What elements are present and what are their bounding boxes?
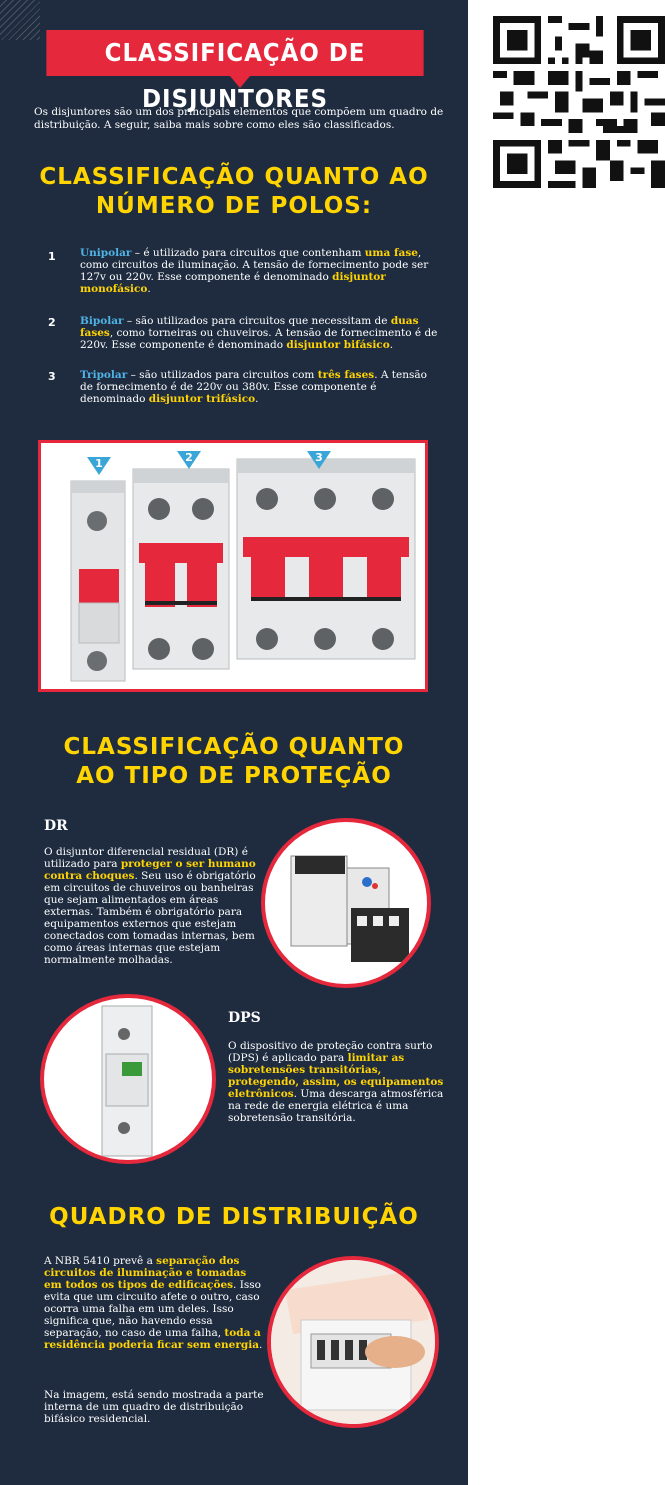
photo-marker-2: 2 — [185, 451, 193, 464]
main-title: CLASSIFICAÇÃO DE DISJUNTORES — [46, 30, 423, 76]
dps-highlight: limitar as sobretensões transitórias, protegendo, assim, os equipamentos eletrônicos — [228, 1052, 444, 1100]
section-title-polos — [34, 163, 434, 221]
list-item-tripolar — [80, 369, 440, 405]
item-highlight: três fases — [317, 369, 375, 381]
section-title-polos-line1: CLASSIFICAÇÃO QUANTO AO — [39, 164, 429, 190]
item-name: Tripolar — [80, 369, 128, 381]
dr-text — [44, 846, 262, 966]
distribution-board-photo — [267, 1256, 439, 1428]
quadro-highlight: toda a residência poderia ficar sem energia — [44, 1327, 261, 1351]
section-title-protecao — [34, 733, 434, 791]
item-text: . — [147, 283, 151, 295]
quadro-highlight: separação dos circuitos de iluminação e tomadas em todos os tipos de edificações — [44, 1255, 247, 1291]
item-highlight: disjuntor bifásico — [286, 339, 390, 351]
section-title-protecao-line2: AO TIPO DE PROTEÇÃO — [76, 763, 392, 789]
dr-text-part: . Seu uso é obrigatório em circuitos de chuveiros ou banheiras que sejam alimentados em áreas externas. Também é obrigatório para equipamentos externos que estejam conectados com tomadas internas, bem como áreas internas que estejam normalmente molhadas. — [44, 870, 256, 966]
breakers-photo — [38, 440, 428, 692]
dps-heading: DPS — [228, 1010, 261, 1026]
number-marker-1: 1 — [44, 247, 66, 267]
item-highlight: duas fases — [80, 315, 419, 339]
dps-text-part: O dispositivo de proteção contra surto (DPS) é aplicado para — [228, 1040, 433, 1064]
dps-text-part: . Uma descarga atmosférica na rede de energia elétrica é uma sobretensão transitória. — [228, 1088, 444, 1124]
number-marker-3: 3 — [44, 367, 66, 387]
item-name: Unipolar — [80, 247, 132, 259]
quadro-text-part: . Isso evita que um circuito afete o outro, caso ocorra uma falha em um deles. Isso significa que, não havendo essa separação, no caso de uma falha, — [44, 1279, 261, 1339]
item-highlight: disjuntor trifásico — [148, 393, 256, 405]
item-text: . — [389, 339, 394, 351]
list-item-bipolar — [80, 315, 440, 351]
quadro-text-part: . — [259, 1339, 263, 1351]
qr-code[interactable] — [493, 16, 665, 188]
item-highlight: uma fase — [364, 247, 418, 259]
dr-text-part: O disjuntor diferencial residual (DR) é utilizado para — [44, 846, 248, 870]
item-text: . A tensão de fornecimento é de 220v ou 380v. Esse componente é denominado — [80, 369, 427, 405]
quadro-text — [44, 1255, 266, 1351]
item-text: , como torneiras ou chuveiros. A tensão de fornecimento é de 220v. Esse componente é denominado — [80, 327, 438, 351]
item-name: Bipolar — [80, 315, 124, 327]
number-marker-2: 2 — [44, 313, 66, 333]
section-title-polos-line2: NÚMERO DE POLOS: — [95, 193, 373, 219]
dr-heading: DR — [44, 818, 68, 834]
dr-highlight: proteger o ser humano contra choques — [44, 858, 256, 882]
quadro-text-part: A NBR 5410 prevê a — [44, 1255, 157, 1267]
item-highlight: disjuntor monofásico — [80, 271, 386, 295]
intro-text: Os disjuntores são um dos principais elementos que compõem um quadro de distribuição. A seguir, saiba mais sobre como eles são classificados. — [34, 106, 444, 131]
dps-text — [228, 1040, 450, 1124]
photo-marker-1: 1 — [95, 457, 103, 470]
item-text: – são utilizados para circuitos com — [127, 369, 318, 381]
item-text: – é utilizado para circuitos que contenham — [131, 247, 365, 259]
section-title-protecao-line1: CLASSIFICAÇÃO QUANTO — [63, 734, 405, 760]
title-banner-pointer — [230, 76, 250, 88]
section-title-quadro: QUADRO DE DISTRIBUIÇÃO — [49, 1204, 419, 1230]
corner-stripes-decoration — [0, 0, 40, 40]
dps-device-photo — [40, 994, 216, 1164]
dr-device-photo — [261, 818, 431, 988]
quadro-note: Na imagem, está sendo mostrada a parte interna de um quadro de distribuição bifásico residencial. — [44, 1389, 264, 1425]
breakers-illustration — [41, 443, 425, 689]
photo-marker-3: 3 — [315, 451, 323, 464]
item-text: , como circuitos de iluminação. A tensão de fornecimento pode ser 127v ou 220v. Esse componente é denominado — [80, 247, 429, 283]
list-item-unipolar — [80, 247, 440, 295]
item-text: . — [255, 393, 259, 405]
item-text: – são utilizados para circuitos que necessitam de — [123, 315, 391, 327]
